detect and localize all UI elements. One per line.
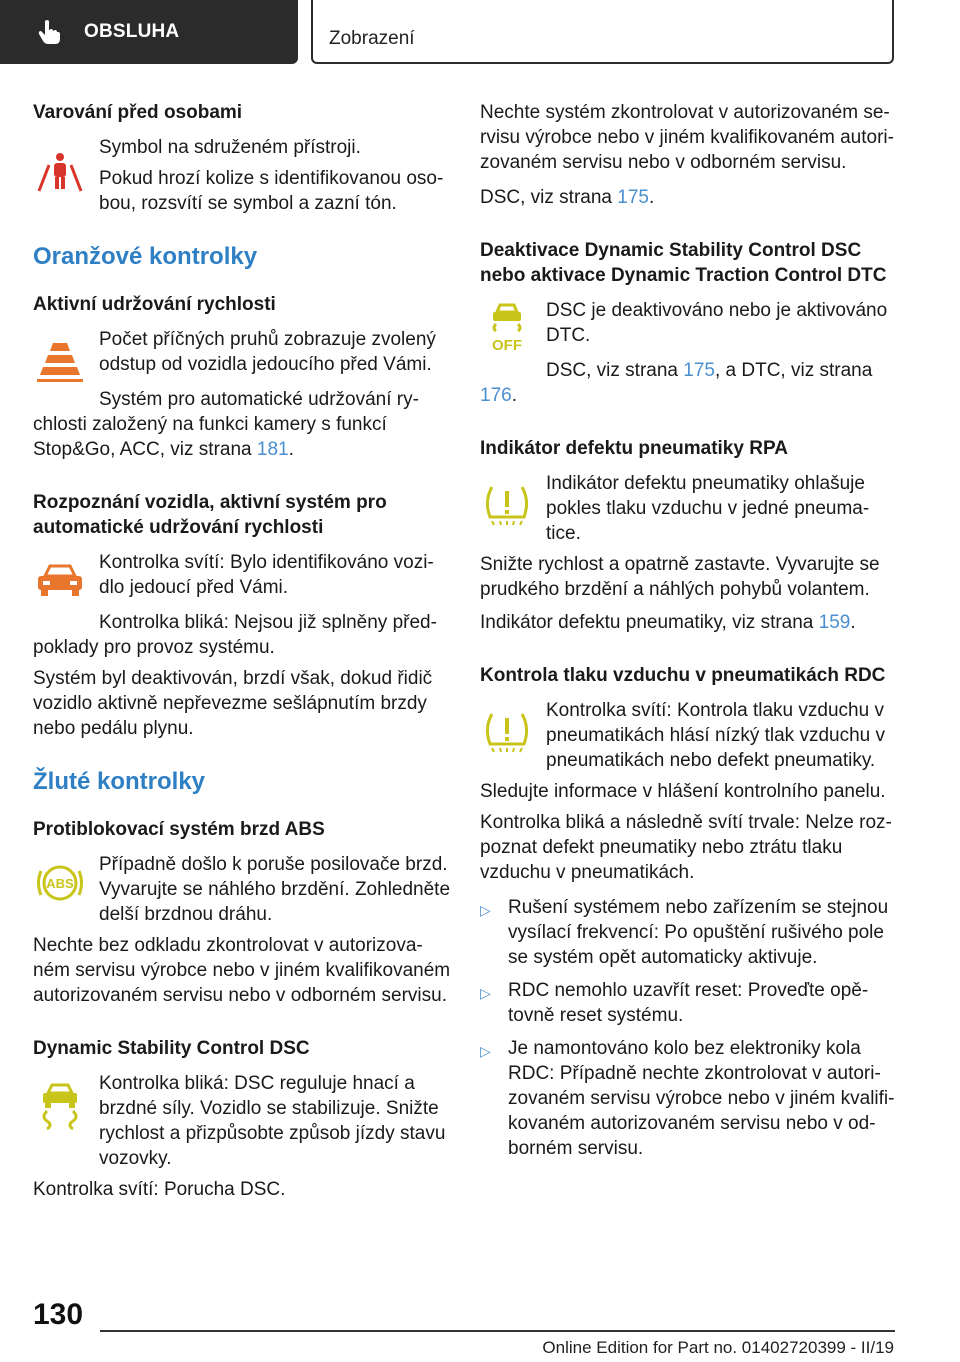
dtc-page-link[interactable]: 176 bbox=[480, 385, 512, 406]
acc-text-2: Systém pro automatické udržování ry‐chlosti založený na funkci kamery s funkcí Stop&Go, ACC, viz strana 181. bbox=[33, 389, 419, 460]
svg-text:ABS: ABS bbox=[46, 876, 74, 891]
section-tab bbox=[0, 0, 298, 64]
rpa-reference: Indikátor defektu pneumatiky, viz strana 159. bbox=[480, 612, 856, 633]
edition-note: Online Edition for Part no. 01402720399 - II/19 bbox=[542, 1338, 894, 1357]
abs-heading: Protiblokovací systém brzd ABS bbox=[33, 819, 325, 840]
rpa-heading: Indikátor defektu pneumatiky RPA bbox=[480, 438, 788, 459]
tire-pressure-icon bbox=[480, 477, 534, 531]
chapter-label: Zobrazení bbox=[329, 28, 415, 49]
dsc-heading: Dynamic Stability Control DSC bbox=[33, 1038, 310, 1059]
dsc-page-link[interactable]: 175 bbox=[617, 187, 649, 208]
rdc-text-1: Kontrolka svítí: Kontrola tlaku vzduchu v pneumatikách hlásí nízký tlak vzduchu v pneumatikách nebo defekt pneumatiky. bbox=[546, 700, 886, 771]
pedestrian-warning-icon bbox=[33, 147, 87, 201]
warn-persons-text-2: Pokud hrozí kolize s identifikovanou oso‐bou, rozsvítí se symbol a zazní tón. bbox=[99, 168, 444, 214]
list-item: ▷ RDC nemohlo uzavřít reset: Proveďte opě‐tovně reset systému. bbox=[480, 980, 869, 1026]
dsc-off-icon bbox=[480, 300, 534, 354]
rpa-text-2: Snižte rychlost a opatrně zastavte. Vyvarujte se prudkého brzdění a náhlých pohybů volantem. bbox=[480, 554, 880, 600]
svg-text:OFF: OFF bbox=[492, 337, 522, 354]
warn-persons-text-1: Symbol na sdruženém přístroji. bbox=[99, 137, 361, 158]
rdc-text-3: Kontrolka bliká a následně svítí trvale: Nelze roz‐poznat defekt pneumatiky nebo ztrátu tlaku vzduchu v pneumatikách. bbox=[480, 812, 892, 883]
yellow-heading: Žluté kontrolky bbox=[33, 768, 206, 795]
vehicle-detect-text-3: Systém byl deaktivován, brzdí však, dokud řidič vozidlo aktivně nepřevezme sešlápnutím brzdy nebo pedálu plynu. bbox=[33, 668, 433, 739]
section-label: OBSLUHA bbox=[84, 21, 180, 42]
abs-icon bbox=[33, 856, 87, 910]
rpa-text-1: Indikátor defektu pneumatiky ohlašuje pokles tlaku vzduchu v jedné pneuma‐tice. bbox=[546, 473, 870, 544]
vehicle-detect-text-2: Kontrolka bliká: Nejsou již splněny před‐poklady pro provoz systému. bbox=[33, 612, 437, 658]
triangle-bullet-icon: ▷ bbox=[480, 1043, 491, 1059]
dsc-text-3: Nechte systém zkontrolovat v autorizovaném se‐rvisu výrobce nebo v jiném kvalifikovaném autori‐zovaném servisu nebo v odborném servisu. bbox=[480, 102, 894, 173]
acc-heading: Aktivní udržování rychlosti bbox=[33, 294, 276, 315]
deactivate-dsc-reference: DSC, viz strana 175, a DTC, viz strana 176. bbox=[480, 360, 873, 406]
acc-block bbox=[33, 327, 453, 387]
dsc-reference: DSC, viz strana 175. bbox=[480, 187, 655, 208]
acc-text-1: Počet příčných pruhů zobrazuje zvolený odstup od vozidla jedoucího před Vámi. bbox=[99, 329, 436, 375]
vehicle-detect-block bbox=[33, 550, 453, 610]
deactivate-dsc-heading: Deaktivace Dynamic Stability Control DSC nebo aktivace Dynamic Traction Control DTC bbox=[480, 240, 887, 286]
skid-car-icon bbox=[33, 1077, 87, 1131]
footer-divider bbox=[100, 1330, 895, 1332]
rdc-text-2: Sledujte informace v hlášení kontrolního panelu. bbox=[480, 781, 886, 802]
triangle-bullet-icon: ▷ bbox=[480, 985, 491, 1001]
tire-pressure-icon bbox=[480, 704, 534, 758]
vehicle-detect-heading: Rozpoznání vozidla, aktivní systém pro automatické udržování rychlosti bbox=[33, 492, 387, 538]
abs-text-1: Případně došlo k poruše posilovače brzd. Vyvarujte se náhlého brzdění. Zohledněte delší brzdnou dráhu. bbox=[99, 854, 451, 925]
rdc-bullet-list bbox=[480, 895, 898, 1161]
list-item: ▷ Je namontováno kolo bez elektroniky kola RDC: Případně nechte zkontrolovat v autori‐zovaném servisu výrobce nebo v jiném kvalifi‐kovaném autorizovaném servisu nebo v od‐borném servisu. bbox=[480, 1038, 895, 1159]
dsc-text-1: Kontrolka bliká: DSC reguluje hnací a brzdné síly. Vozidlo se stabilizuje. Snižte rychlost a přizpůsobte způsob jízdy stavu vozovky. bbox=[99, 1073, 446, 1169]
chapter-tab bbox=[311, 0, 894, 64]
abs-block bbox=[33, 852, 453, 927]
deactivate-dsc-text-1: DSC je deaktivováno nebo je aktivováno DTC. bbox=[546, 300, 888, 346]
right-column bbox=[480, 100, 898, 1169]
rpa-page-link[interactable]: 159 bbox=[818, 612, 851, 633]
dsc-text-2: Kontrolka svítí: Porucha DSC. bbox=[33, 1179, 286, 1200]
dsc-page-link-2[interactable]: 175 bbox=[683, 360, 715, 381]
warn-persons-block bbox=[33, 135, 453, 216]
distance-bars-icon bbox=[33, 333, 87, 387]
triangle-bullet-icon: ▷ bbox=[480, 902, 491, 918]
rdc-block bbox=[480, 698, 898, 773]
abs-text-2: Nechte bez odkladu zkontrolovat v autorizova‐ném servisu výrobce nebo v jiném kvalifikovaném autorizovaném servisu nebo v odborném servisu. bbox=[33, 935, 451, 1006]
deactivate-dsc-block bbox=[480, 298, 898, 358]
page-header bbox=[0, 0, 960, 66]
list-item: ▷ Rušení systémem nebo zařízením se stejnou vysílací frekvencí: Po opuštění rušivého pole se systém opět automaticky aktivuje. bbox=[480, 897, 889, 968]
rpa-block bbox=[480, 471, 898, 546]
vehicle-detect-text-1: Kontrolka svítí: Bylo identifikováno vozi‐dlo jedoucí před Vámi. bbox=[99, 552, 434, 598]
rdc-heading: Kontrola tlaku vzduchu v pneumatikách RDC bbox=[480, 665, 886, 686]
dsc-block bbox=[33, 1071, 453, 1171]
left-column bbox=[33, 100, 453, 1208]
warn-persons-heading: Varování před osobami bbox=[33, 102, 243, 123]
acc-page-link[interactable]: 181 bbox=[256, 439, 289, 460]
page-number: 130 bbox=[33, 1298, 84, 1331]
orange-heading: Oranžové kontrolky bbox=[33, 243, 258, 270]
hand-pointer-icon bbox=[36, 18, 64, 46]
vehicle-ahead-icon bbox=[33, 554, 87, 608]
